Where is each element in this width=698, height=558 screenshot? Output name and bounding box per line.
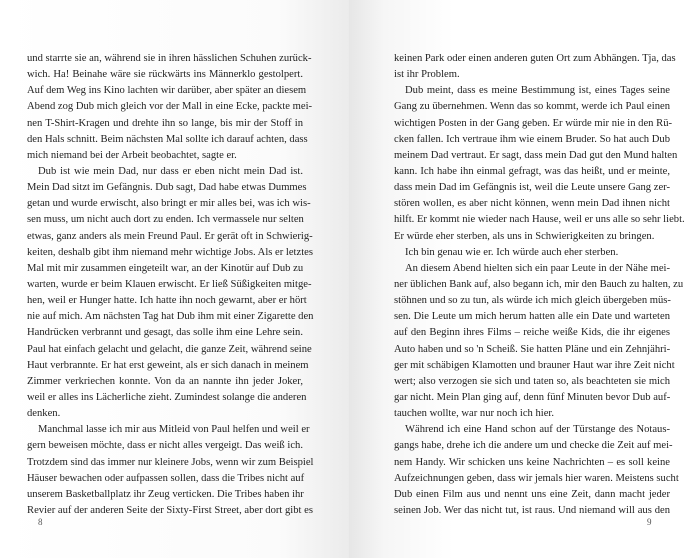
text-line: Auf dem Weg ins Kino lachten wir darüber, aber später an diesem: [27, 85, 307, 97]
text-line: gern beweisen möchte, dass er nicht alles vergeigt. Das weiß ich.: [27, 440, 303, 452]
text-line: keinen Park oder einen anderen guten Ort zum Abhängen. Tja, das: [394, 53, 676, 64]
text-line: Auto haben und so 'n Scheiß. Sie hatten Pläne und ein Zehnjähri-: [394, 343, 671, 355]
text-line: tauchen wollte, war nur noch ich hier.: [394, 408, 555, 420]
text-line: wert; also verzogen sie sich und taten so, als beachteten sie mich: [394, 375, 670, 387]
text-line: auf den Beginn ihres Films – reiche weiße Kids, die ihr eigenes: [394, 327, 670, 339]
text-line: seinen Job. Wer das nicht tut, ist raus. Und niemand will aus den: [394, 504, 670, 516]
text-line: etwas, ganz anders als mein Freund Paul. Er gerät oft in Schwierig-: [27, 230, 313, 242]
text-line: Paul hat einfach gelacht und gelacht, die ganze Zeit, während seine: [27, 343, 312, 355]
text-line: Haut verbrannte. Er hat erst geweint, als er sich danach in meinem: [27, 359, 309, 371]
text-line: weil er alles ins Lächerliche zieht. Zumindest solange die anderen: [27, 391, 307, 403]
text-line: unserem Basketballplatz ihr Zeug verticken. Die Tribes haben ihr: [27, 488, 304, 500]
left-page-text: [27, 51, 314, 519]
text-line: ger mit schäbigen Klamotten und brauner Haut war ihre Zeit nicht: [394, 359, 675, 371]
text-line: Gang zu übernehmen. Wenn das so kommt, werde ich Paul einen: [394, 101, 670, 113]
text-line: nem Handy. Wir schicken uns keine Nachrichten – es soll keine: [394, 456, 670, 468]
text-line: nie auf mich. Am nächsten Tag hat Dub ihm mit einer Zigarette den: [27, 311, 314, 323]
text-line: Trotzdem sind das immer nur kleinere Jobs, wenn wir zum Beispiel: [27, 456, 314, 468]
text-line: gar nicht. Mein Plan ging auf, denn fünf Minuten bevor Dub auf-: [394, 391, 671, 403]
text-line: ist ihr Problem.: [394, 69, 460, 81]
text-line: Dub einen Film aus und nennt uns eine Zeit, dann macht jeder: [394, 488, 670, 500]
text-line: denken.: [27, 408, 61, 420]
text-line: hilft. Er kommt nie wieder nach Hause, weil er uns alle so sehr liebt.: [394, 214, 685, 226]
text-line: nen T-Shirt-Kragen und drehte ihn so lange, bis mir der Stoff in: [27, 117, 303, 129]
page-number-left: 8: [38, 517, 43, 527]
text-line: Manchmal lasse ich mir aus Mitleid von Paul helfen und weil er: [38, 424, 310, 436]
text-line: Dub meint, dass es meine Bestimmung ist, eines Tages seine: [405, 85, 670, 97]
text-line: ner üblichen Bank auf, also begann ich, mir den Bauch zu halten, zu: [394, 278, 684, 290]
text-line: stören wollen, es aber nicht können, wenn mein Dad ihnen nicht: [394, 198, 670, 210]
text-line: Revier auf der anderen Seite der Sixty-First Street, aber dort gibt es: [27, 504, 313, 516]
text-line: getan und wurde erwischt, also bringt er mir alles bei, was ich wis-: [27, 198, 311, 210]
text-line: Während ich eine Hand schon auf der Türstange des Notaus-: [405, 424, 670, 436]
text-line: Ich bin genau wie er. Ich würde auch eher sterben.: [405, 246, 619, 258]
text-line: hen, weil er Hunger hatte. Ich hatte ihn noch gewarnt, aber er hört: [27, 295, 307, 307]
text-line: mich niemand bei der Arbeit beobachtet, sagte er.: [27, 149, 237, 161]
text-line: cken fallen. Ich vertraue ihm wie einem Bruder. So hat auch Dub: [394, 133, 670, 145]
right-page-text: [394, 51, 685, 519]
page-number-right: 9: [647, 517, 652, 527]
text-line: Mal mit mir zusammen eingeteilt war, an der Kinotür auf Dub zu: [27, 262, 304, 274]
text-line: und starrte sie an, während sie in ihren hässlichen Schuhen zurück-: [27, 53, 312, 64]
text-line: keiten, deshalb gibt ihm niemand mehr wichtige Jobs. Als er letztes: [27, 246, 313, 258]
text-line: Handrücken verbrannt und gesagt, das solle ihm eine Lehre sein.: [27, 327, 303, 339]
text-line: den Hals schnitt. Beim nächsten Mal sollte ich darauf achten, dass: [27, 133, 308, 145]
text-line: kann. Ich habe ihn einmal gefragt, was das heißt, und er meinte,: [394, 165, 670, 177]
text-line: Dub ist wie mein Dad, nur dass er eben nicht mein Dad ist.: [38, 165, 303, 177]
text-line: gangs habe, drehe ich die andere um und checke die Zeit auf mei-: [394, 440, 673, 452]
text-line: Er würde eher sterben, als uns in Schwierigkeiten zu bringen.: [394, 230, 655, 242]
right-page: [349, 0, 698, 558]
text-line: warten, wurde er beim Klauen erwischt. Er ließ Süßigkeiten mitge-: [27, 278, 312, 290]
text-line: meinem Dad vertraut. Er sagt, dass mein Dad gut den Mund halten: [394, 149, 678, 161]
text-line: wichtigen Posten in der Gang geben. Er würde mir nie in den Rü-: [394, 117, 673, 129]
text-line: wich. Ha! Beinahe wäre sie rückwärts ins Männerklo gestolpert.: [27, 69, 303, 81]
text-line: Zimmer verkriechen konnte. Von da an nannte ihn jeder Joker,: [27, 375, 303, 387]
text-line: Häuser bewachen oder aufpassen sollen, dass die Tribes nicht auf: [27, 472, 305, 484]
text-line: Mein Dad sitzt im Gefängnis. Dub sagt, Dad habe etwas Dummes: [27, 182, 307, 194]
text-line: sen muss, um nicht auch dort zu enden. Ich vermassele nur selten: [27, 214, 304, 226]
text-line: Abend zog Dub mich gleich vor der Mall in eine Ecke, packte mei-: [27, 101, 313, 113]
text-line: sen. Die Leute um mich herum hatten alle ein Date und warteten: [394, 311, 670, 323]
text-line: An diesem Abend hielten sich ein paar Leute in der Nähe mei-: [405, 262, 670, 274]
text-line: Aufzeichnungen geben, dass wir jemals hier waren. Meistens sucht: [394, 472, 679, 484]
text-line: dass mein Dad im Gefängnis ist, weil die Leute unsere Gang zer-: [394, 182, 670, 194]
text-line: stöhnen und so zu tun, als würde ich mich gleich übergeben müs-: [394, 295, 671, 307]
